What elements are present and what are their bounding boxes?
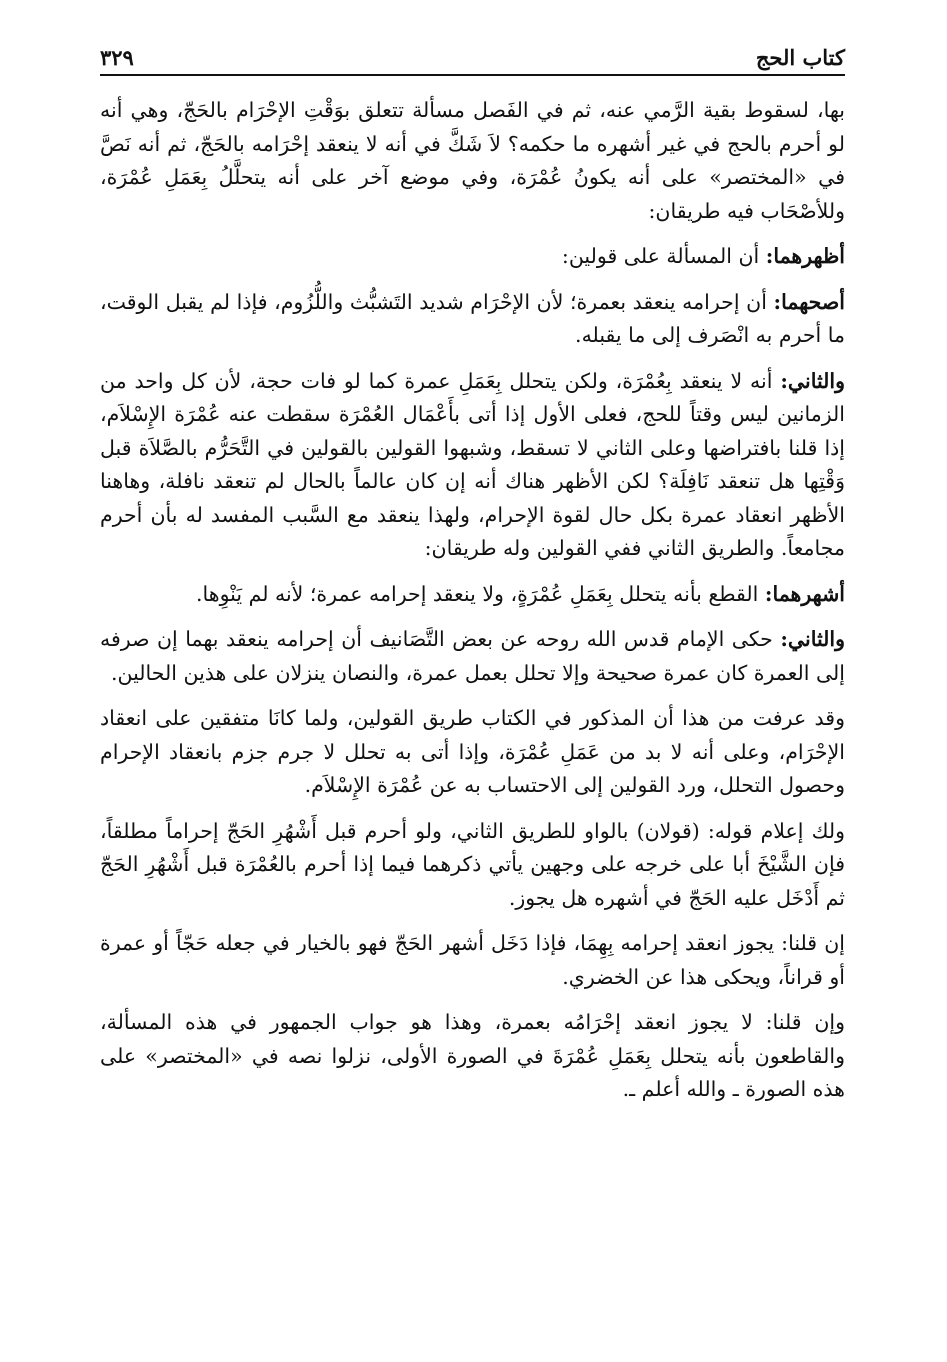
paragraph-text: القطع بأنه يتحلل بِعَمَلِ عُمْرَةٍ، ولا ينعقد إحرامه عمرة؛ لأنه لم يَنْوِها. [196, 581, 759, 606]
book-page [100, 30, 845, 1119]
paragraph [100, 1006, 845, 1107]
paragraph [100, 815, 845, 916]
paragraph-text: ولك إعلام قوله: (قولان) بالواو للطريق الثاني، ولو أحرم قبل أَشْهُرِ الحَجّ إحراماً مطلقاً، فإن الشَّيْخَ أبا على خرجه على وجهين يأتي ذكرهما فيما إذا أحرم بالعُمْرَة قبل أَشْهُرِ الحَجّ ثم أَدْخَل عليه الحَجّ في أشهره هل يجوز. [100, 818, 845, 910]
chapter-title: كتاب الحج [755, 45, 845, 70]
paragraph [100, 365, 845, 566]
page-header [100, 30, 845, 74]
paragraph [100, 927, 845, 994]
paragraph-lead: أظهرهما: [765, 244, 845, 268]
paragraph [100, 240, 845, 274]
paragraph-text: أن إحرامه ينعقد بعمرة؛ لأن الإحْرَام شديد التَشبُّث واللُّزُوم، فإذا لم يقبل الوقت، ما أحرم به انْصَرف إلى ما يقبله. [100, 289, 845, 347]
header-rule [100, 74, 845, 76]
page-number: ٣٢٩ [100, 45, 134, 70]
paragraph [100, 578, 845, 612]
paragraph-lead: والثاني: [780, 368, 845, 393]
paragraph-lead: أشهرهما: [764, 581, 845, 606]
paragraph-text: بها، لسقوط بقية الرَّمي عنه، ثم في الفَصل مسألة تتعلق بوَقْتِ الإحْرَام بالحَجّ، وهي أنه لو أحرم بالحج في غير أشهره ما حكمه؟ لاَ شَكَّ في أنه لا ينعقد إحْرَامه بالحَجّ، ثم أنه نَصَّ في «المختصر» على أنه يكونُ عُمْرَة، وفي موضع آخر على أنه يتحلَّلُ بِعَمَلِ عُمْرَة، وللأصْحَاب فيه طريقان: [100, 98, 845, 223]
paragraph [100, 94, 845, 228]
paragraph [100, 623, 845, 690]
paragraph-lead: والثاني: [780, 627, 845, 651]
paragraph-text: وقد عرفت من هذا أن المذكور في الكتاب طريق القولين، ولما كانَا متفقين على انعقاد الإحْرَام، وعلى أنه لا بد من عَمَلِ عُمْرَة، وإذا أتى به تحلل لا جرم جزم بانعقاد الإحرام وحصول التحلل، ورد القولين إلى الاحتساب به عن عُمْرَة الإِسْلاَم. [100, 706, 845, 797]
paragraph-text: أنه لا ينعقد بِعُمْرَة، ولكن يتحلل بِعَمَلِ عمرة كما لو فات حجة، لأن كل واحد من الزمانين ليس وقتاً للحج، فعلى الأول إذا أتى بأَعْمَال العُمْرَة سقطت عنه عُمْرَة الإِسْلاَم، إذا قلنا بافتراضها وعلى الثاني لا تسقط، وشبهوا القولين بالقولين في التَّحَرُّم بالصَّلاَة قبل وَقْتِها هل تنعقد نَافِلَة؟ لكن الأظهر هناك أنه إن كان عالماً بالحال لم تنعقد نافلة، وهاهنا الأظهر انعقاد عمرة بكل حال لقوة الإحرام، ولهذا ينعقد مع السَّبب المفسد له بأن أحرم مجامعاً. والطريق الثاني ففي القولين وله طريقان: [100, 368, 845, 560]
paragraph [100, 286, 845, 353]
paragraph-text: حكى الإمام قدس الله روحه عن بعض التَّصَانيف أن إحرامه ينعقد بهما إن صرفه إلى العمرة كان عمرة صحيحة وإلا تحلل بعمل عمرة، والنصان ينزلان على هذين الحالين. [100, 627, 845, 685]
paragraph-text: إن قلنا: يجوز انعقد إحرامه بِهِمَا، فإذا دَخَل أشهر الحَجّ فهو بالخيار في جعله حَجّاً أو عمرة أو قراناً، ويحكى هذا عن الخضري. [100, 931, 845, 989]
paragraph-text: وإن قلنا: لا يجوز انعقد إحْرَامُه بعمرة، وهذا هو جواب الجمهور في هذه المسألة، والقاطعون بأنه يتحلل بِعَمَلِ عُمْرَةَ في الصورة الأولى، نزلوا نصه في «المختصر» على هذه الصورة ـ والله أعلم ـ. [100, 1010, 845, 1101]
paragraph-lead: أصحهما: [773, 289, 845, 314]
paragraph [100, 702, 845, 803]
paragraph-text: أن المسألة على قولين: [561, 244, 760, 268]
